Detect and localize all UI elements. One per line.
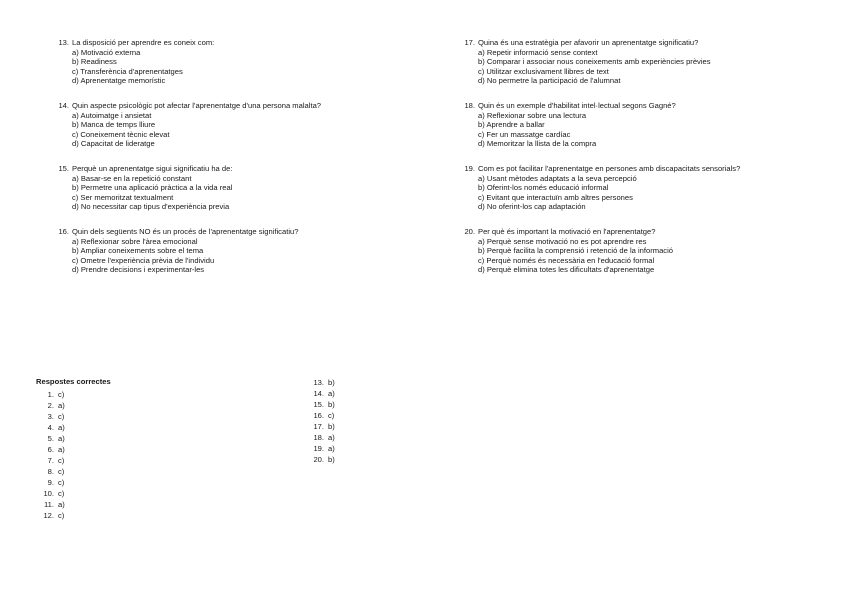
- answer-option: d) Perquè elimina totes les dificultats d'aprenentatge: [478, 265, 655, 275]
- answer-key-value: c): [58, 412, 65, 421]
- answer-key-item: [38, 455, 65, 466]
- answer-key-number: 1.: [47, 390, 54, 399]
- answer-option: d) Aprenentatge memorístic: [72, 76, 166, 86]
- answer-option: c) Transferència d'aprenentatges: [72, 66, 183, 76]
- answer-key-number: 19.: [313, 444, 324, 453]
- answer-key-number: 6.: [47, 445, 54, 454]
- answer-option: b) Ampliar coneixements sobre el tema: [72, 246, 204, 256]
- answer-option: d) No permetre la participació de l'alumnat: [478, 76, 621, 86]
- question-text: Perquè un aprenentatge sigui significatiu ha de:: [72, 163, 233, 173]
- answer-option: b) Aprendre a ballar: [478, 120, 545, 130]
- answer-key-value: c): [58, 489, 65, 498]
- answer-option: a) Basar-se en la repetició constant: [72, 173, 192, 183]
- answer-key-item: [308, 377, 335, 388]
- answer-option: c) Evitant que interactuïn amb altres persones: [478, 192, 633, 202]
- answer-key-value: c): [58, 390, 65, 399]
- answer-key-item: [38, 499, 65, 510]
- answer-key-value: a): [58, 423, 65, 432]
- answer-option: d) Memoritzar la llista de la compra: [478, 139, 597, 149]
- answer-key-item: [308, 410, 335, 421]
- answer-option: c) Ser memoritzat textualment: [72, 192, 174, 202]
- answer-option: b) Oferint-los només educació informal: [478, 183, 609, 193]
- question-14: [52, 101, 432, 149]
- answer-key-number: 11.: [44, 500, 54, 509]
- answer-key-item: [38, 444, 65, 455]
- answer-key-value: c): [58, 456, 65, 465]
- answer-key-value: b): [328, 378, 335, 387]
- question-number: 13.: [58, 38, 69, 47]
- answer-option: d) Capacitat de lideratge: [72, 139, 155, 149]
- question-text: Quin dels següents NO és un procés de l'aprenentatge significatiu?: [72, 226, 299, 236]
- answer-option: c) Coneixement tècnic elevat: [72, 129, 170, 139]
- answer-key-value: c): [58, 467, 65, 476]
- question-text: Quina és una estratègia per afavorir un aprenentatge significatiu?: [478, 38, 699, 47]
- answer-option: a) Autoimatge i ansietat: [72, 110, 152, 120]
- answer-key-item: [308, 399, 335, 410]
- question-text: Com es pot facilitar l'aprenentatge en persones amb discapacitats sensorials?: [478, 163, 741, 173]
- question-number: 18.: [464, 100, 475, 110]
- answer-key-value: a): [328, 433, 335, 442]
- answer-option: a) Reflexionar sobre una lectura: [478, 110, 587, 120]
- answer-option: c) Perquè només és necessària en l'educació formal: [478, 255, 655, 265]
- question-number: 14.: [58, 100, 69, 110]
- answer-key-number: 14.: [313, 389, 324, 398]
- answer-key-item: [38, 433, 65, 444]
- answer-key-number: 16.: [313, 411, 324, 420]
- answer-key-item: [38, 466, 65, 477]
- answer-option: c) Fer un massatge cardíac: [478, 129, 571, 139]
- answer-option: a) Usant mètodes adaptats a la seva percepció: [478, 173, 637, 183]
- answer-option: b) Manca de temps lliure: [72, 120, 156, 130]
- answers-list-13-20: [308, 377, 335, 465]
- question-15: [52, 164, 432, 212]
- answer-key-value: c): [58, 511, 65, 520]
- answer-key-item: [38, 389, 65, 400]
- question-number: 19.: [464, 163, 475, 173]
- answer-key-value: a): [58, 401, 65, 410]
- left-question-column: [52, 38, 432, 290]
- answers-list-1-12: [38, 389, 65, 521]
- answer-key-value: a): [58, 434, 65, 443]
- answer-key-value: a): [328, 389, 335, 398]
- question-number: 16.: [58, 226, 69, 236]
- question-number: 20.: [464, 226, 475, 236]
- answer-key-number: 2.: [47, 401, 54, 410]
- answer-key-number: 7.: [47, 456, 54, 465]
- answer-option: b) Perquè facilita la comprensió i retenció de la informació: [478, 246, 674, 256]
- question-text: La disposició per aprendre es coneix com:: [72, 38, 215, 47]
- answer-option: b) Readiness: [72, 57, 117, 67]
- answer-key-value: b): [328, 422, 335, 431]
- answer-key-item: [38, 422, 65, 433]
- answer-option: c) Ometre l'experiència prèvia de l'individu: [72, 255, 215, 265]
- answer-key-item: [38, 400, 65, 411]
- answer-option: b) Comparar i associar nous coneixements amb experiències prèvies: [478, 57, 711, 67]
- answer-key-value: b): [328, 400, 335, 409]
- right-question-column: [458, 38, 788, 290]
- answer-key-item: [308, 421, 335, 432]
- answer-key-item: [308, 388, 335, 399]
- question-number: 17.: [464, 38, 475, 47]
- question-20: [458, 227, 788, 275]
- answer-key-item: [38, 488, 65, 499]
- question-text: Quin aspecte psicològic pot afectar l'aprenentatge d'una persona malalta?: [72, 100, 322, 110]
- answer-option: a) Perquè sense motivació no es pot aprendre res: [478, 236, 647, 246]
- answer-key-item: [308, 454, 335, 465]
- answer-option: d) No necessitar cap tipus d'experiència previa: [72, 202, 230, 212]
- question-16: [52, 227, 432, 275]
- question-text: Per què és important la motivació en l'aprenentatge?: [478, 226, 656, 236]
- answer-key-number: 9.: [47, 478, 54, 487]
- answer-key-value: c): [328, 411, 335, 420]
- answer-key-item: [38, 510, 65, 521]
- answer-key-item: [308, 432, 335, 443]
- answer-option: a) Repetir informació sense context: [478, 47, 598, 57]
- question-17: [458, 38, 788, 86]
- answer-key-value: a): [58, 445, 65, 454]
- answer-option: d) Prendre decisions i experimentar-les: [72, 265, 205, 275]
- answer-key-number: 3.: [47, 412, 54, 421]
- answer-key-value: a): [328, 444, 335, 453]
- answer-key-number: 15.: [313, 400, 324, 409]
- answer-key-number: 18.: [313, 433, 324, 442]
- answer-key-number: 8.: [47, 467, 54, 476]
- answer-key-value: b): [328, 455, 335, 464]
- answer-key-item: [38, 411, 65, 422]
- answer-key-number: 17.: [313, 422, 324, 431]
- answer-option: a) Motivació externa: [72, 47, 141, 57]
- answer-key-number: 12.: [43, 511, 54, 520]
- answer-key-number: 20.: [313, 455, 324, 464]
- answer-option: b) Permetre una aplicació pràctica a la vida real: [72, 183, 233, 193]
- question-13: [52, 38, 432, 86]
- answer-key-item: [38, 477, 65, 488]
- answer-key-number: 4.: [47, 423, 54, 432]
- answer-key-number: 5.: [47, 434, 54, 443]
- question-number: 15.: [58, 163, 69, 173]
- answer-key-item: [308, 443, 335, 454]
- answer-key-number: 10.: [43, 489, 54, 498]
- answers-title: Respostes correctes: [36, 377, 111, 386]
- question-19: [458, 164, 788, 212]
- answer-key-number: 13.: [313, 378, 324, 387]
- question-text: Quin és un exemple d'habilitat intel·lectual segons Gagné?: [478, 100, 676, 110]
- answer-option: a) Reflexionar sobre l'àrea emocional: [72, 236, 198, 246]
- answer-key-value: c): [58, 478, 65, 487]
- question-18: [458, 101, 788, 149]
- answer-option: c) Utilitzar exclusivament llibres de text: [478, 66, 609, 76]
- answer-key-value: a): [58, 500, 65, 509]
- answer-option: d) No oferint-los cap adaptación: [478, 202, 586, 212]
